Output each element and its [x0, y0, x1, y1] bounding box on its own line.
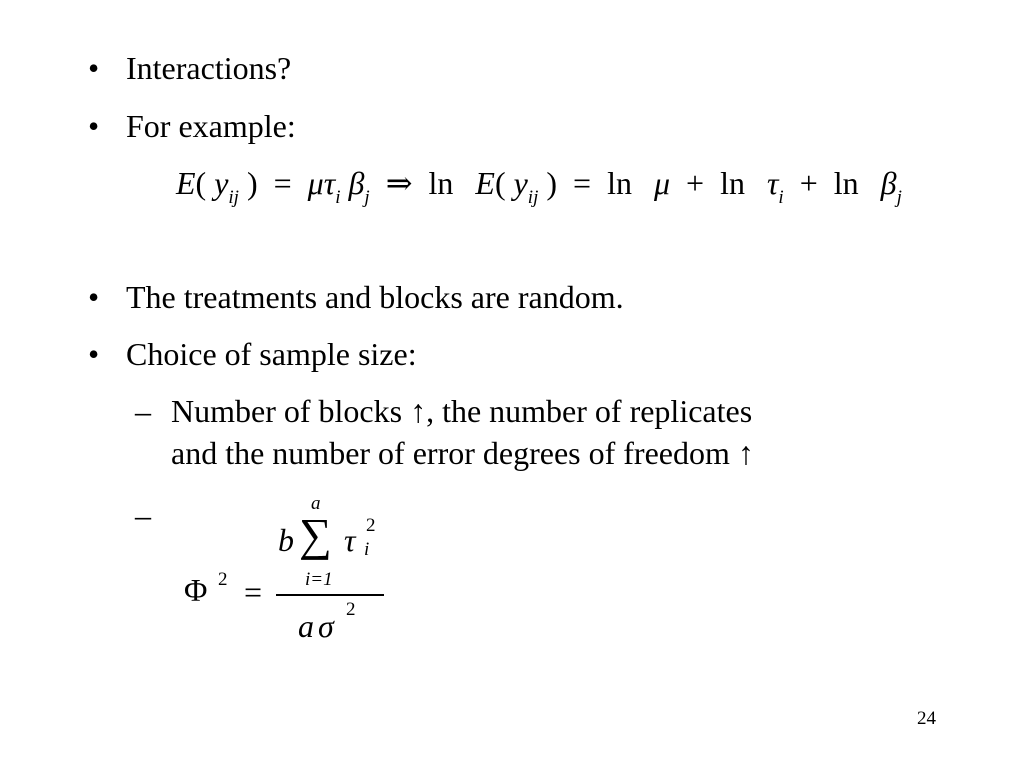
sub-item-line: Number of blocks ↑, the number of replicates — [171, 393, 753, 429]
page-number: 24 — [917, 708, 936, 729]
eq-plus: + — [799, 165, 818, 201]
bullet-text: Interactions? — [126, 50, 292, 86]
eq-tau: τ — [766, 165, 779, 201]
eq-sub-j: j — [364, 187, 370, 208]
eq-beta: β — [348, 165, 365, 201]
eq-beta: β — [880, 165, 897, 201]
sum-symbol: ∑ — [299, 509, 332, 560]
bullet-text: For example: — [126, 108, 296, 144]
sigma-exponent: 2 — [346, 599, 356, 620]
eq-paren: ) — [546, 165, 558, 201]
dash-mark: – — [135, 393, 151, 429]
eq-equals: = — [573, 165, 592, 201]
phi-symbol: Φ — [184, 572, 208, 608]
denominator-a: a — [298, 608, 314, 644]
eq-y: y — [214, 165, 229, 201]
sum-upper-limit: a — [311, 493, 321, 514]
tau-subscript: i — [364, 539, 370, 560]
bullet-text: The treatments and blocks are random. — [126, 279, 624, 315]
eq-sub-ij: ij — [527, 187, 539, 208]
eq-mu: μ — [653, 165, 671, 201]
eq-mu: μ — [307, 165, 324, 201]
phi-exponent: 2 — [218, 569, 228, 590]
eq-paren: ( — [195, 165, 207, 201]
numerator-tau: τ — [344, 522, 356, 558]
eq-E: E — [475, 165, 495, 201]
sum-lower-limit: i=1 — [305, 569, 333, 590]
sub-item-line: and the number of error degrees of freedom ↑ — [171, 435, 754, 471]
fraction-bar — [276, 594, 384, 596]
bullet-dot: • — [88, 336, 100, 372]
eq-ln: ln — [428, 165, 454, 201]
eq-sub-i: i — [335, 187, 341, 208]
eq-sub-i: i — [778, 187, 784, 208]
eq-ln: ln — [720, 165, 745, 201]
eq-paren: ) — [246, 165, 258, 201]
eq-tau: τ — [323, 165, 336, 201]
bullet-dot: • — [88, 108, 100, 144]
denominator-sigma: σ — [318, 608, 334, 644]
bullet-dot: • — [88, 279, 100, 315]
tau-exponent: 2 — [366, 515, 376, 536]
formula-equals: = — [244, 574, 263, 610]
eq-ln: ln — [833, 165, 859, 201]
eq-sub-ij: ij — [228, 187, 239, 208]
eq-paren: ( — [494, 165, 506, 201]
dash-mark: – — [135, 497, 151, 533]
eq-equals: = — [273, 165, 292, 201]
eq-E: E — [176, 165, 196, 201]
eq-ln: ln — [607, 165, 632, 201]
eq-y: y — [513, 165, 528, 201]
numerator-b: b — [278, 522, 294, 558]
eq-sub-j: j — [896, 187, 902, 208]
eq-implies: ⇒ — [385, 165, 413, 201]
bullet-dot: • — [88, 50, 100, 86]
bullet-text: Choice of sample size: — [126, 336, 417, 372]
eq-plus: + — [686, 165, 705, 201]
